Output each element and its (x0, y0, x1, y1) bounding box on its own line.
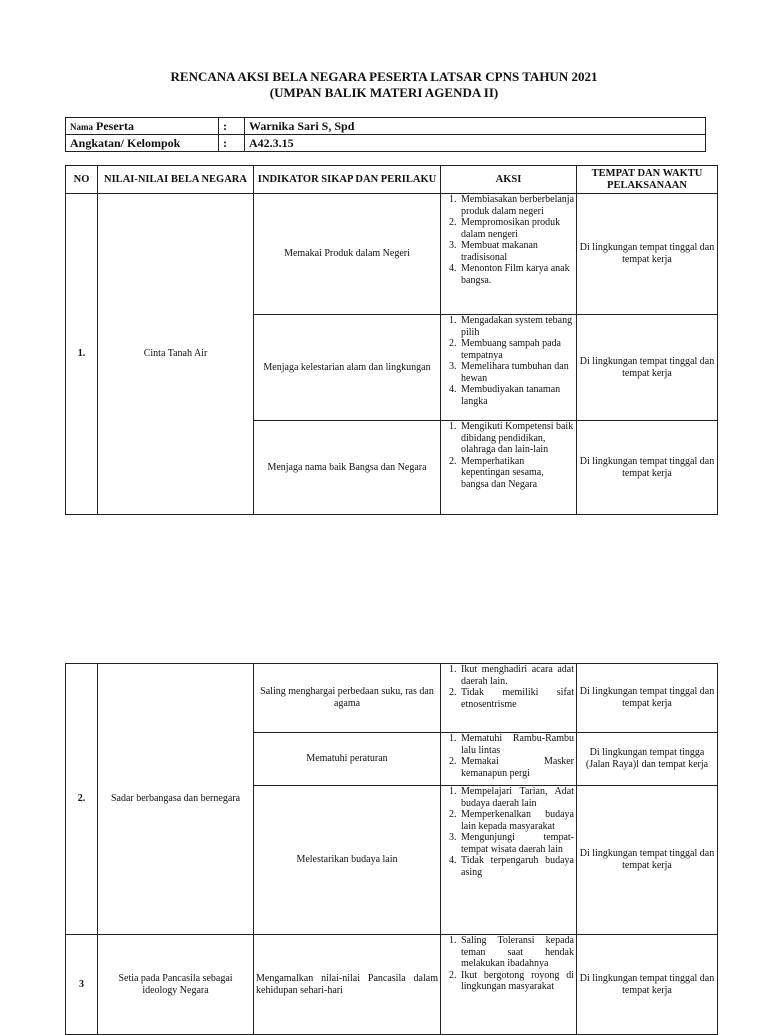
participant-name-row (66, 118, 706, 135)
aksi-item: 1. Mengikuti Kompetensi baik dibidang pendidikan, olahraga dan lain-lain (459, 421, 574, 456)
nilai-cell: Setia pada Pancasila sebagai ideology Negara (98, 935, 254, 1035)
aksi-cell (441, 935, 577, 1035)
aksi-list (441, 664, 576, 710)
aksi-cell (441, 786, 577, 935)
aksi-cell (441, 421, 577, 515)
table-row (66, 194, 718, 315)
tempat-cell: Di lingkungan tempat tinggal dan tempat kerja (577, 935, 718, 1035)
aksi-item: 4. Menonton Film karya anak bangsa. (459, 263, 574, 286)
aksi-list (441, 935, 576, 993)
aksi-cell (441, 315, 577, 421)
participant-name-value: Warnika Sari S, Spd (245, 118, 706, 135)
aksi-item: 4. Membudiyakan tanaman langka (459, 384, 574, 407)
aksi-item: 2. Tidak memiliki sifat etnosentrisme (459, 687, 574, 710)
indikator-cell: Menjaga nama baik Bangsa dan Negara (254, 421, 441, 515)
aksi-item: 1. Mengadakan system tebang pilih (459, 315, 574, 338)
indikator-cell: Melestarikan budaya lain (254, 786, 441, 935)
aksi-item: 2. Memperkenalkan budaya lain kepada masyarakat (459, 809, 574, 832)
aksi-item: 1. Saling Toleransi kepada teman saat hendak melakukan ibadahnya (459, 935, 574, 970)
aksi-item: 1. Mematuhi Rambu-Rambu lalu lintas (459, 733, 574, 756)
nilai-cell: Sadar berbangasa dan bernegara (98, 664, 254, 935)
aksi-cell (441, 194, 577, 315)
header-no: NO (66, 166, 98, 194)
header-nilai: NILAI-NILAI BELA NEGARA (98, 166, 254, 194)
table-row (66, 664, 718, 733)
document-title (0, 69, 768, 101)
tempat-cell: Di lingkungan tempat tinggal dan tempat kerja (577, 664, 718, 733)
aksi-list (441, 733, 576, 779)
title-line-2: (UMPAN BALIK MATERI AGENDA II) (269, 85, 499, 100)
participant-name-label: Nama Peserta (66, 118, 219, 135)
action-plan-table-page-2 (65, 663, 718, 1035)
title-line-1: RENCANA AKSI BELA NEGARA PESERTA LATSAR CPNS TAHUN 2021 (170, 69, 598, 84)
header-row (66, 166, 718, 194)
aksi-list (441, 315, 576, 407)
action-plan-table-page-1 (65, 165, 718, 515)
header-indikator: INDIKATOR SIKAP DAN PERILAKU (254, 166, 441, 194)
aksi-item: 1. Mempelajari Tarian, Adat budaya daerah lain (459, 786, 574, 809)
aksi-item: 2. Mempromosikan produk dalam nengeri (459, 217, 574, 240)
header-aksi: AKSI (441, 166, 577, 194)
indikator-cell: Memakai Produk dalam Negeri (254, 194, 441, 315)
aksi-list (441, 786, 576, 878)
tempat-cell: Di lingkungan tempat tinggal dan tempat kerja (577, 315, 718, 421)
aksi-item: 1. Ikut menghadiri acara adat daerah lain. (459, 664, 574, 687)
indikator-cell: Saling menghargai perbedaan suku, ras dan agama (254, 664, 441, 733)
tempat-cell: Di lingkungan tempat tinggal dan tempat kerja (577, 194, 718, 315)
header-tempat: TEMPAT DAN WAKTU PELAKSANAAN (577, 166, 718, 194)
aksi-list (441, 194, 576, 286)
row-number: 3 (66, 935, 98, 1035)
group-row (66, 135, 706, 152)
indikator-cell: Menjaga kelestarian alam dan lingkungan (254, 315, 441, 421)
tempat-cell: Di lingkungan tempat tinggal dan tempat kerja (577, 421, 718, 515)
table-row (66, 935, 718, 1035)
participant-name-colon: : (219, 118, 245, 135)
aksi-item: 2. Memakai Masker kemanapun pergi (459, 756, 574, 779)
indikator-cell: Mengamalkan nilai-nilai Pancasila dalam kehidupan sehari-hari (254, 935, 441, 1035)
aksi-cell (441, 664, 577, 733)
aksi-item: 3. Mengunjungi tempat-tempat wisata daerah lain (459, 832, 574, 855)
tempat-cell: Di lingkungan tempat tinggal dan tempat kerja (577, 786, 718, 935)
aksi-cell (441, 733, 577, 786)
indikator-cell: Mematuhi peraturan (254, 733, 441, 786)
aksi-item: 3. Memelihara tumbuhan dan hewan (459, 361, 574, 384)
nilai-cell: Cinta Tanah Air (98, 194, 254, 515)
aksi-item: 1. Membiasakan berberbelanja produk dalam negeri (459, 194, 574, 217)
tempat-cell: Di lingkungan tempat tingga (Jalan Raya)l dan tempat kerja (577, 733, 718, 786)
aksi-item: 3. Membuat makanan tradisisonal (459, 240, 574, 263)
group-value: A42.3.15 (245, 135, 706, 152)
row-number: 1. (66, 194, 98, 515)
aksi-item: 2. Membuang sampah pada tempatnya (459, 338, 574, 361)
group-label: Angkatan/ Kelompok (66, 135, 219, 152)
aksi-item: 2. Memperhatikan kepentingan sesama, bangsa dan Negara (459, 456, 574, 491)
row-number: 2. (66, 664, 98, 935)
aksi-item: 2. Ikut bergotong royong di lingkungan masyarakat (459, 970, 574, 993)
group-colon: : (219, 135, 245, 152)
aksi-item: 4. Tidak terpengaruh budaya asing (459, 855, 574, 878)
aksi-list (441, 421, 576, 490)
participant-info-table (65, 117, 706, 152)
